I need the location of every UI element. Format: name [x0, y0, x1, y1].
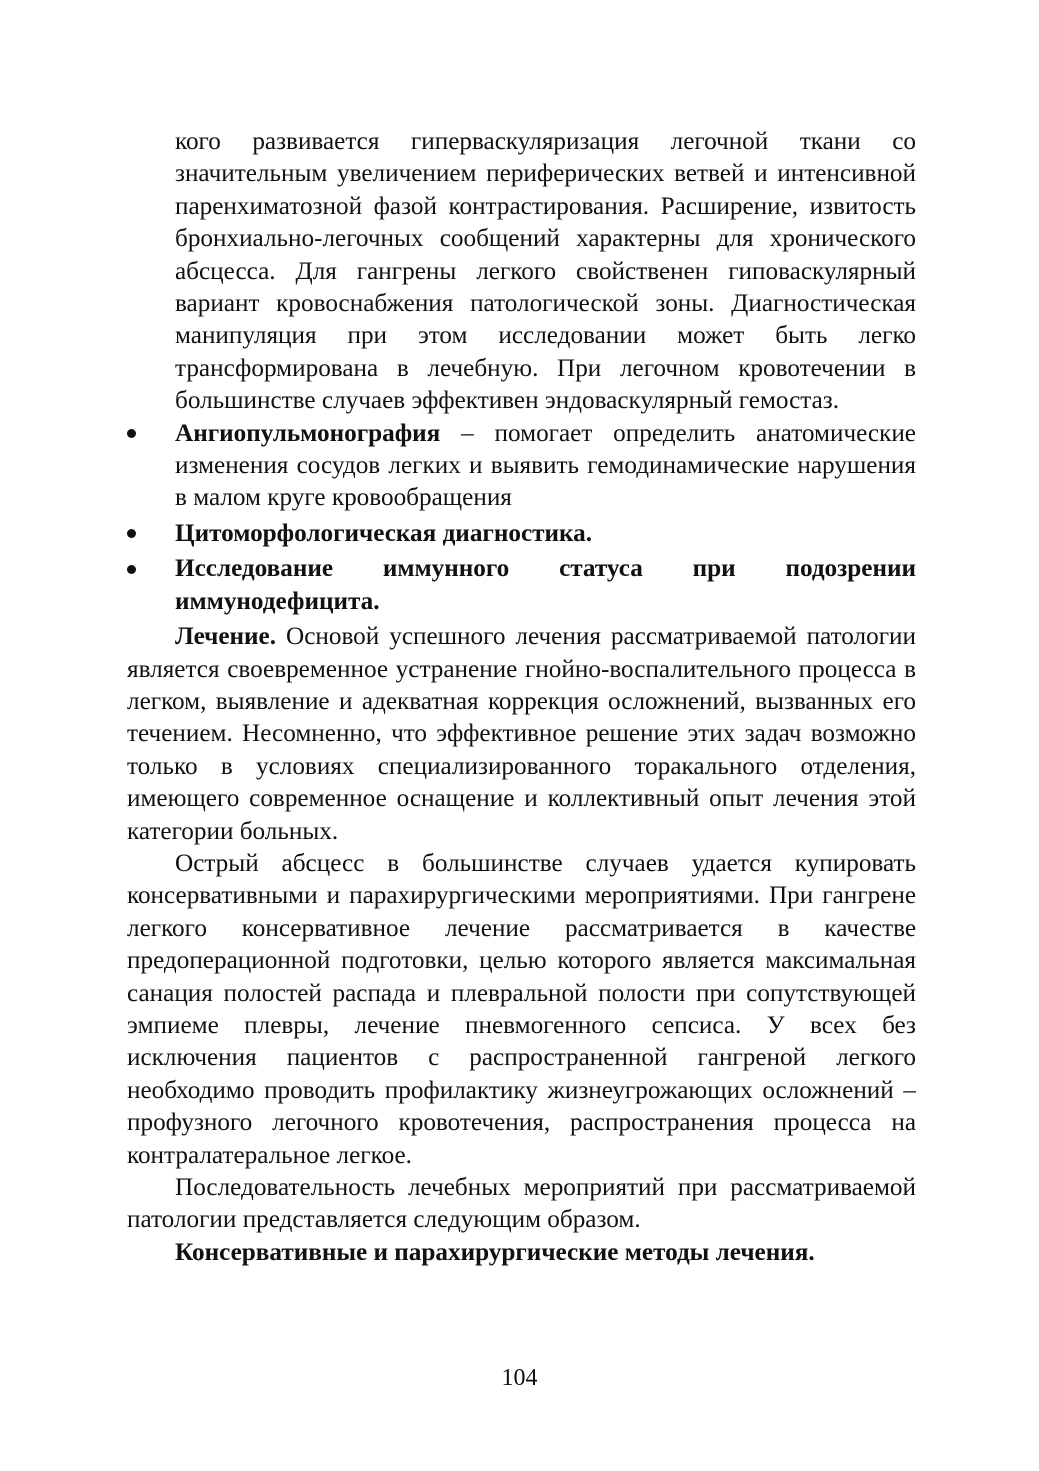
bullet-item-angiopulmonography: [127, 418, 916, 515]
treatment-paragraph: [127, 621, 916, 848]
page-body: [127, 126, 916, 1269]
bullet-term: Исследование иммунного статуса при подозрении иммунодефицита.: [175, 555, 916, 615]
bullet-term: Цитоморфологическая диагностика.: [175, 519, 593, 547]
treatment-text: Основой успешного лечения рассматриваемой патологии является своевременное устранение гнойно-воспалительного процесса в легком, выявление и адекватная коррекция осложнений, вызванных его течением. Несомненно, что эффективное решение этих задач возможно только в условиях специализированного торакального отделения, имеющего современное оснащение и коллективный опыт лечения этой категории больных.: [127, 623, 916, 845]
bullet-item-immune-status: [127, 553, 916, 618]
sequence-paragraph: Последовательность лечебных мероприятий при рассматриваемой патологии представляется следующим образом.: [127, 1174, 916, 1234]
acute-abscess-paragraph: Острый абсцесс в большинстве случаев удается купировать консервативными и парахирургическими мероприятиями. При гангрене легкого консервативное лечение рассматривается в качестве предоперационной подготовки, целью которого является максимальная санация полостей распада и плевральной полости при сопутствующей эмпиеме плевры, лечение пневмогенного сепсиса. У всех без исключения пациентов с распространенной гангреной легкого необходимо проводить профилактику жизнеугрожающих осложнений – профузного легочного кровотечения, распространения процесса на контралатеральное легкое.: [127, 849, 916, 1169]
bullet-icon: [127, 418, 137, 450]
treatment-label: Лечение.: [175, 623, 277, 651]
bullet-icon: [127, 553, 137, 585]
bullet-item-cytomorphology: [127, 518, 916, 550]
page-number: 104: [501, 1365, 538, 1391]
bullet-icon: [127, 518, 137, 550]
bullet-list: [127, 418, 916, 618]
bullet-text: – помогает определить анатомические изменения сосудов легких и выявить гемодинамические нарушения в малом круге кровообращения: [175, 419, 916, 512]
continuation-paragraph: кого развивается гиперваскуляризация легочной ткани со значительным увеличением периферических ветвей и интенсивной паренхиматозной фазой контрастирования. Расширение, извитость бронхиально-легочных сообщений характерны для хронического абсцесса. Для гангрены легкого свойственен гиповаскулярный вариант кровоснабжения патологической зоны. Диагностическая манипуляция при этом исследовании может быть легко трансформирована в лечебную. При легочном кровотечении в большинстве случаев эффективен эндоваскулярный гемостаз.: [175, 128, 916, 415]
bullet-term: Ангиопульмонография: [175, 419, 441, 447]
section-heading: Консервативные и парахирургические методы лечения.: [175, 1238, 815, 1266]
